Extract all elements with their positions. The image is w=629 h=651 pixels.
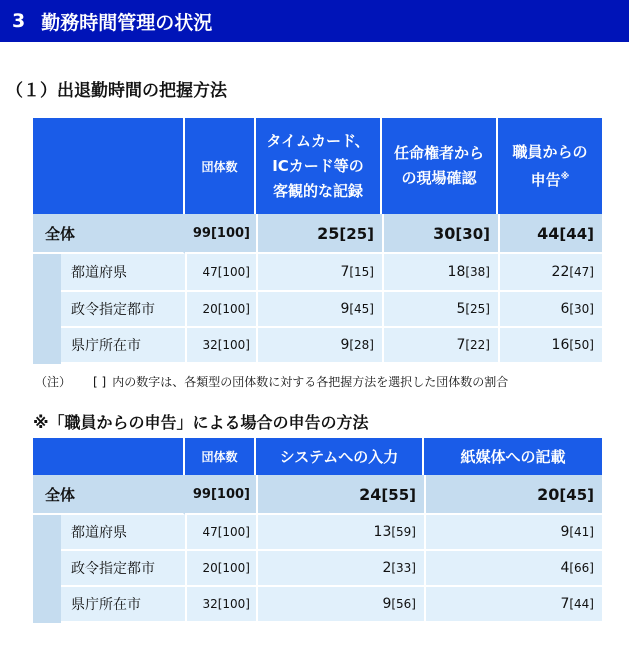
table-row — [33, 328, 602, 364]
table-row-total — [33, 475, 602, 515]
row-count: 32[100] — [185, 587, 256, 623]
table-note — [35, 373, 508, 390]
header-corner — [33, 438, 185, 475]
row-value-timecard: 25[25] — [256, 214, 382, 254]
header-timecard — [256, 118, 382, 214]
row-value-paper-record: 9[41] — [424, 515, 602, 551]
row-count: 99[100] — [185, 475, 256, 515]
table-row — [33, 587, 602, 623]
row-value-onsite: 7[22] — [382, 328, 498, 364]
row-value-system-input: 13[59] — [256, 515, 424, 551]
note-brackets: [ ] — [93, 375, 107, 389]
row-count: 20[100] — [185, 551, 256, 587]
note-text: 内の数字は、各類型の団体数に対する各把握方法を選択した団体数の割合 — [112, 375, 509, 389]
section1-heading: （１）出退勤時間の把握方法 — [6, 81, 227, 101]
header-system-input: システムへの入力 — [256, 438, 424, 475]
row-value-system-input: 24[55] — [256, 475, 424, 515]
row-value-onsite: 18[38] — [382, 254, 498, 292]
row-value-system-input: 2[33] — [256, 551, 424, 587]
table-row-total — [33, 214, 602, 254]
row-label: 都道府県 — [61, 515, 185, 551]
row-label: 全体 — [33, 214, 185, 254]
section2-heading: ※「職員からの申告」による場合の申告の方法 — [33, 413, 369, 432]
header-paper-record: 紙媒体への記載 — [424, 438, 602, 475]
row-count: 99[100] — [185, 214, 256, 254]
row-indent — [33, 254, 61, 292]
header-corner — [33, 118, 185, 214]
row-value-paper-record: 7[44] — [424, 587, 602, 623]
row-value-onsite: 5[25] — [382, 292, 498, 328]
header-self-report-line1: 職員からの — [512, 142, 588, 161]
header-timecard-line1: タイムカード、 — [266, 131, 370, 150]
row-value-self-report: 44[44] — [498, 214, 602, 254]
row-indent — [33, 587, 61, 623]
row-value-self-report: 6[30] — [498, 292, 602, 328]
row-value-timecard: 9[28] — [256, 328, 382, 364]
row-label: 県庁所在市 — [61, 328, 185, 364]
row-value-timecard: 7[15] — [256, 254, 382, 292]
table-row — [33, 551, 602, 587]
row-count: 20[100] — [185, 292, 256, 328]
header-onsite-line2: の現場確認 — [401, 169, 477, 187]
row-label: 政令指定都市 — [61, 551, 185, 587]
page-title-bar — [0, 0, 629, 42]
row-value-onsite: 30[30] — [382, 214, 498, 254]
row-value-timecard: 9[45] — [256, 292, 382, 328]
header-count: 団体数 — [185, 438, 256, 475]
row-value-paper-record: 20[45] — [424, 475, 602, 515]
row-label: 政令指定都市 — [61, 292, 185, 328]
row-label: 都道府県 — [61, 254, 185, 292]
row-indent — [33, 515, 61, 551]
header-onsite — [382, 118, 498, 214]
row-indent — [33, 328, 61, 364]
row-count: 32[100] — [185, 328, 256, 364]
row-indent — [33, 551, 61, 587]
section-number: 3 — [12, 10, 26, 32]
header-timecard-line2: ICカード等の — [272, 156, 364, 175]
header-self-report-line2: 申告 — [530, 170, 561, 189]
row-value-paper-record: 4[66] — [424, 551, 602, 587]
note-prefix: （注） — [35, 375, 72, 389]
row-label: 県庁所在市 — [61, 587, 185, 623]
header-count: 団体数 — [185, 118, 256, 214]
table-row — [33, 292, 602, 328]
header-onsite-line1: 任命権者から — [393, 144, 484, 162]
row-indent — [33, 292, 61, 328]
table-header-row — [33, 118, 602, 214]
header-self-report-mark: ※ — [560, 171, 570, 182]
row-value-system-input: 9[56] — [256, 587, 424, 623]
table-header-row — [33, 438, 602, 475]
row-value-self-report: 16[50] — [498, 328, 602, 364]
table-row — [33, 254, 602, 292]
row-count: 47[100] — [185, 254, 256, 292]
table-clock-in-methods — [33, 118, 602, 364]
row-label: 全体 — [33, 475, 185, 515]
header-self-report — [498, 118, 602, 214]
table-report-methods — [33, 438, 602, 623]
row-value-self-report: 22[47] — [498, 254, 602, 292]
table-row — [33, 515, 602, 551]
header-timecard-line3: 客観的な記録 — [272, 181, 363, 200]
row-count: 47[100] — [185, 515, 256, 551]
page-title: 勤務時間管理の状況 — [41, 11, 213, 34]
